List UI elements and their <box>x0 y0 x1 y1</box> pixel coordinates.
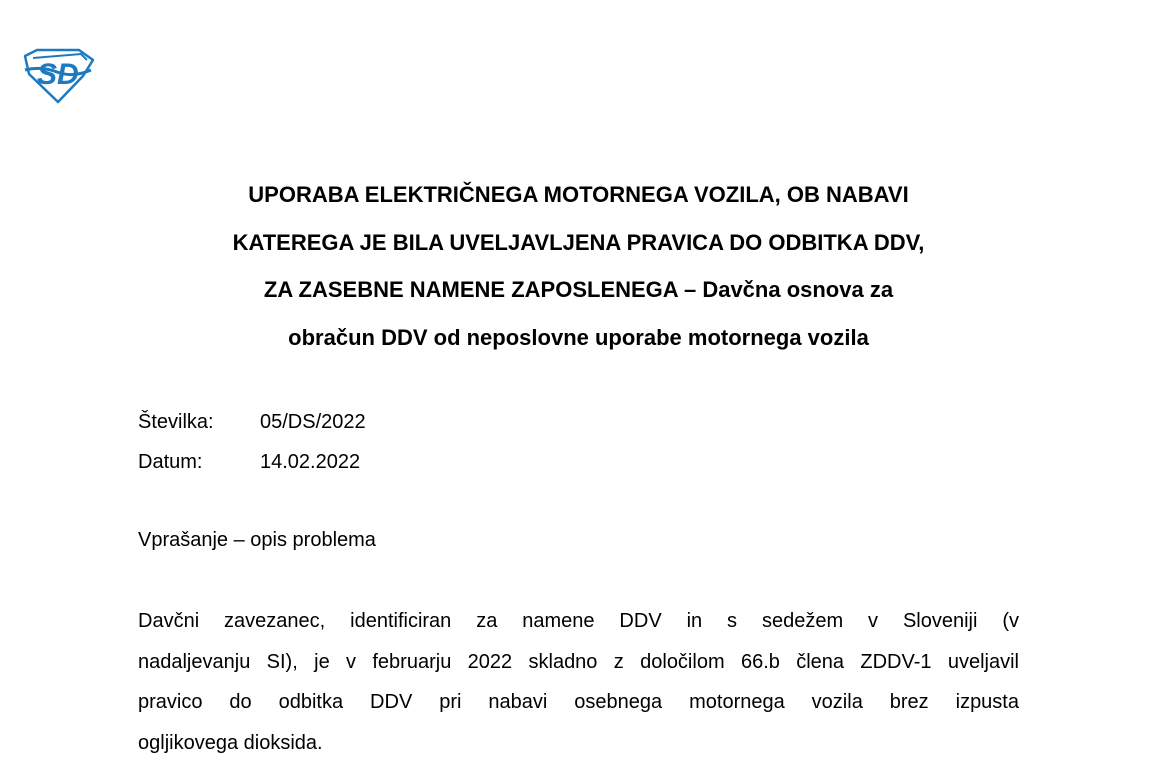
paragraph-line: nadaljevanju SI), je v februarju 2022 skladno z določilom 66.b člena ZDDV-1 uveljavil <box>138 642 1019 683</box>
title-line: UPORABA ELEKTRIČNEGA MOTORNEGA VOZILA, OB NABAVI <box>120 171 1037 219</box>
number-label: Številka: <box>138 402 260 442</box>
paragraph-line: ogljikovega dioksida. <box>138 723 1019 763</box>
svg-text:SD: SD <box>37 58 79 91</box>
meta-number-row <box>138 402 366 442</box>
document-title <box>120 171 1037 361</box>
number-value: 05/DS/2022 <box>260 402 366 442</box>
title-line: ZA ZASEBNE NAMENE ZAPOSLENEGA – Davčna osnova za <box>120 266 1037 314</box>
shield-logo-icon <box>21 48 95 104</box>
meta-date-row <box>138 442 366 482</box>
section-heading: Vprašanje – opis problema <box>138 520 376 560</box>
title-line: KATEREGA JE BILA UVELJAVLJENA PRAVICA DO ODBITKA DDV, <box>120 219 1037 267</box>
paragraph-line: pravico do odbitka DDV pri nabavi osebnega motornega vozila brez izpusta <box>138 682 1019 723</box>
document-meta <box>138 402 366 482</box>
paragraph-line: Davčni zavezanec, identificiran za namene DDV in s sedežem v Sloveniji (v <box>138 601 1019 642</box>
title-line: obračun DDV od neposlovne uporabe motornega vozila <box>120 314 1037 362</box>
date-value: 14.02.2022 <box>260 442 360 482</box>
body-paragraph <box>138 601 1019 763</box>
date-label: Datum: <box>138 442 260 482</box>
